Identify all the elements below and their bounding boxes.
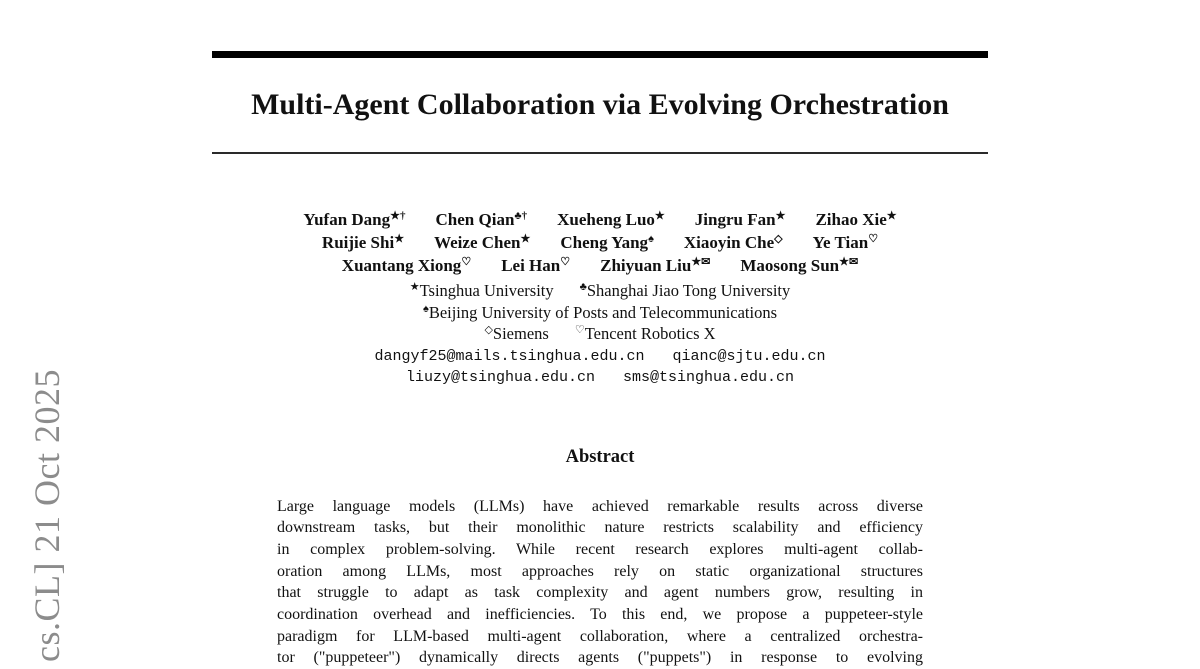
author-affil-marker: ♡	[560, 256, 570, 268]
author-line-3	[212, 254, 988, 277]
affiliation-line-3	[212, 323, 988, 345]
author: Xuantang Xiong♡	[342, 254, 471, 277]
author-affil-marker: ♡	[461, 256, 471, 268]
arxiv-stamp: cs.CL] 21 Oct 2025	[26, 369, 68, 662]
paper-title: Multi-Agent Collaboration via Evolving Orchestration	[212, 87, 988, 123]
author-line-2	[212, 231, 988, 254]
title-rule-top	[212, 51, 988, 58]
affiliation: ♠Beijing University of Posts and Telecommunications	[423, 302, 777, 324]
abstract-line: oration among LLMs, most approaches rely on static organizational structures	[277, 561, 923, 583]
author-affil-marker: ★	[887, 210, 897, 222]
abstract-line-clipped: tor ("puppeteer") dynamically directs agents ("puppets") in response to evolving	[277, 647, 923, 669]
author: Jingru Fan★	[695, 208, 786, 231]
email-block	[212, 346, 988, 388]
author-affil-marker: ★	[776, 210, 786, 222]
abstract-heading: Abstract	[212, 445, 988, 469]
affiliation: ◇Siemens	[484, 323, 548, 345]
affil-marker: ♣	[580, 281, 587, 293]
author: Ruijie Shi★	[322, 231, 404, 254]
author: Zhiyuan Liu★✉	[600, 254, 710, 277]
author-block	[212, 208, 988, 277]
title-rule-bottom	[212, 152, 988, 154]
author-line-1	[212, 208, 988, 231]
abstract-line: Large language models (LLMs) have achieved remarkable results across diverse	[277, 496, 923, 518]
abstract-line: that struggle to adapt as task complexity and agent numbers grow, resulting in	[277, 582, 923, 604]
author-affil-marker: ★	[520, 233, 530, 245]
affil-marker: ◇	[484, 324, 492, 336]
email-address: qianc@sjtu.edu.cn	[673, 346, 826, 367]
author: Lei Han♡	[501, 254, 570, 277]
paper-content	[212, 0, 988, 669]
author-affil-marker: ★✉	[839, 256, 858, 268]
author-affil-marker: ♠	[648, 233, 654, 245]
author: Zihao Xie★	[815, 208, 896, 231]
affil-marker: ★	[410, 281, 420, 293]
author: Xiaoyin Che◇	[684, 231, 783, 254]
author: Maosong Sun★✉	[740, 254, 858, 277]
affiliation-line-2	[212, 302, 988, 324]
author-affil-marker: ♣†	[514, 210, 527, 222]
email-line-2	[212, 367, 988, 388]
author: Ye Tian♡	[813, 231, 878, 254]
author: Weize Chen★	[434, 231, 530, 254]
affiliation-block	[212, 280, 988, 345]
abstract-line: coordination overhead and inefficiencies. To this end, we propose a puppeteer-style	[277, 604, 923, 626]
email-address: dangyf25@mails.tsinghua.edu.cn	[374, 346, 644, 367]
affiliation: ♣Shanghai Jiao Tong University	[580, 280, 791, 302]
affil-marker: ♠	[423, 303, 429, 315]
email-address: sms@tsinghua.edu.cn	[623, 367, 794, 388]
author: Cheng Yang♠	[560, 231, 654, 254]
author-affil-marker: ★†	[390, 210, 405, 222]
email-line-1	[212, 346, 988, 367]
author: Yufan Dang★†	[303, 208, 405, 231]
abstract-line: in complex problem-solving. While recent research explores multi-agent collab-	[277, 539, 923, 561]
author-affil-marker: ◇	[774, 233, 782, 245]
affil-marker: ♡	[575, 324, 585, 336]
abstract-line: paradigm for LLM-based multi-agent collaboration, where a centralized orchestra-	[277, 626, 923, 648]
author-affil-marker: ♡	[868, 233, 878, 245]
affiliation: ★Tsinghua University	[410, 280, 554, 302]
email-address: liuzy@tsinghua.edu.cn	[406, 367, 595, 388]
affiliation: ♡Tencent Robotics X	[575, 323, 716, 345]
abstract-line: downstream tasks, but their monolithic nature restricts scalability and efficiency	[277, 517, 923, 539]
affiliation-line-1	[212, 280, 988, 302]
author: Chen Qian♣†	[436, 208, 528, 231]
author-affil-marker: ★	[394, 233, 404, 245]
author-affil-marker: ★	[655, 210, 665, 222]
author-affil-marker: ★✉	[691, 256, 710, 268]
abstract-body	[277, 496, 923, 669]
author: Xueheng Luo★	[557, 208, 665, 231]
